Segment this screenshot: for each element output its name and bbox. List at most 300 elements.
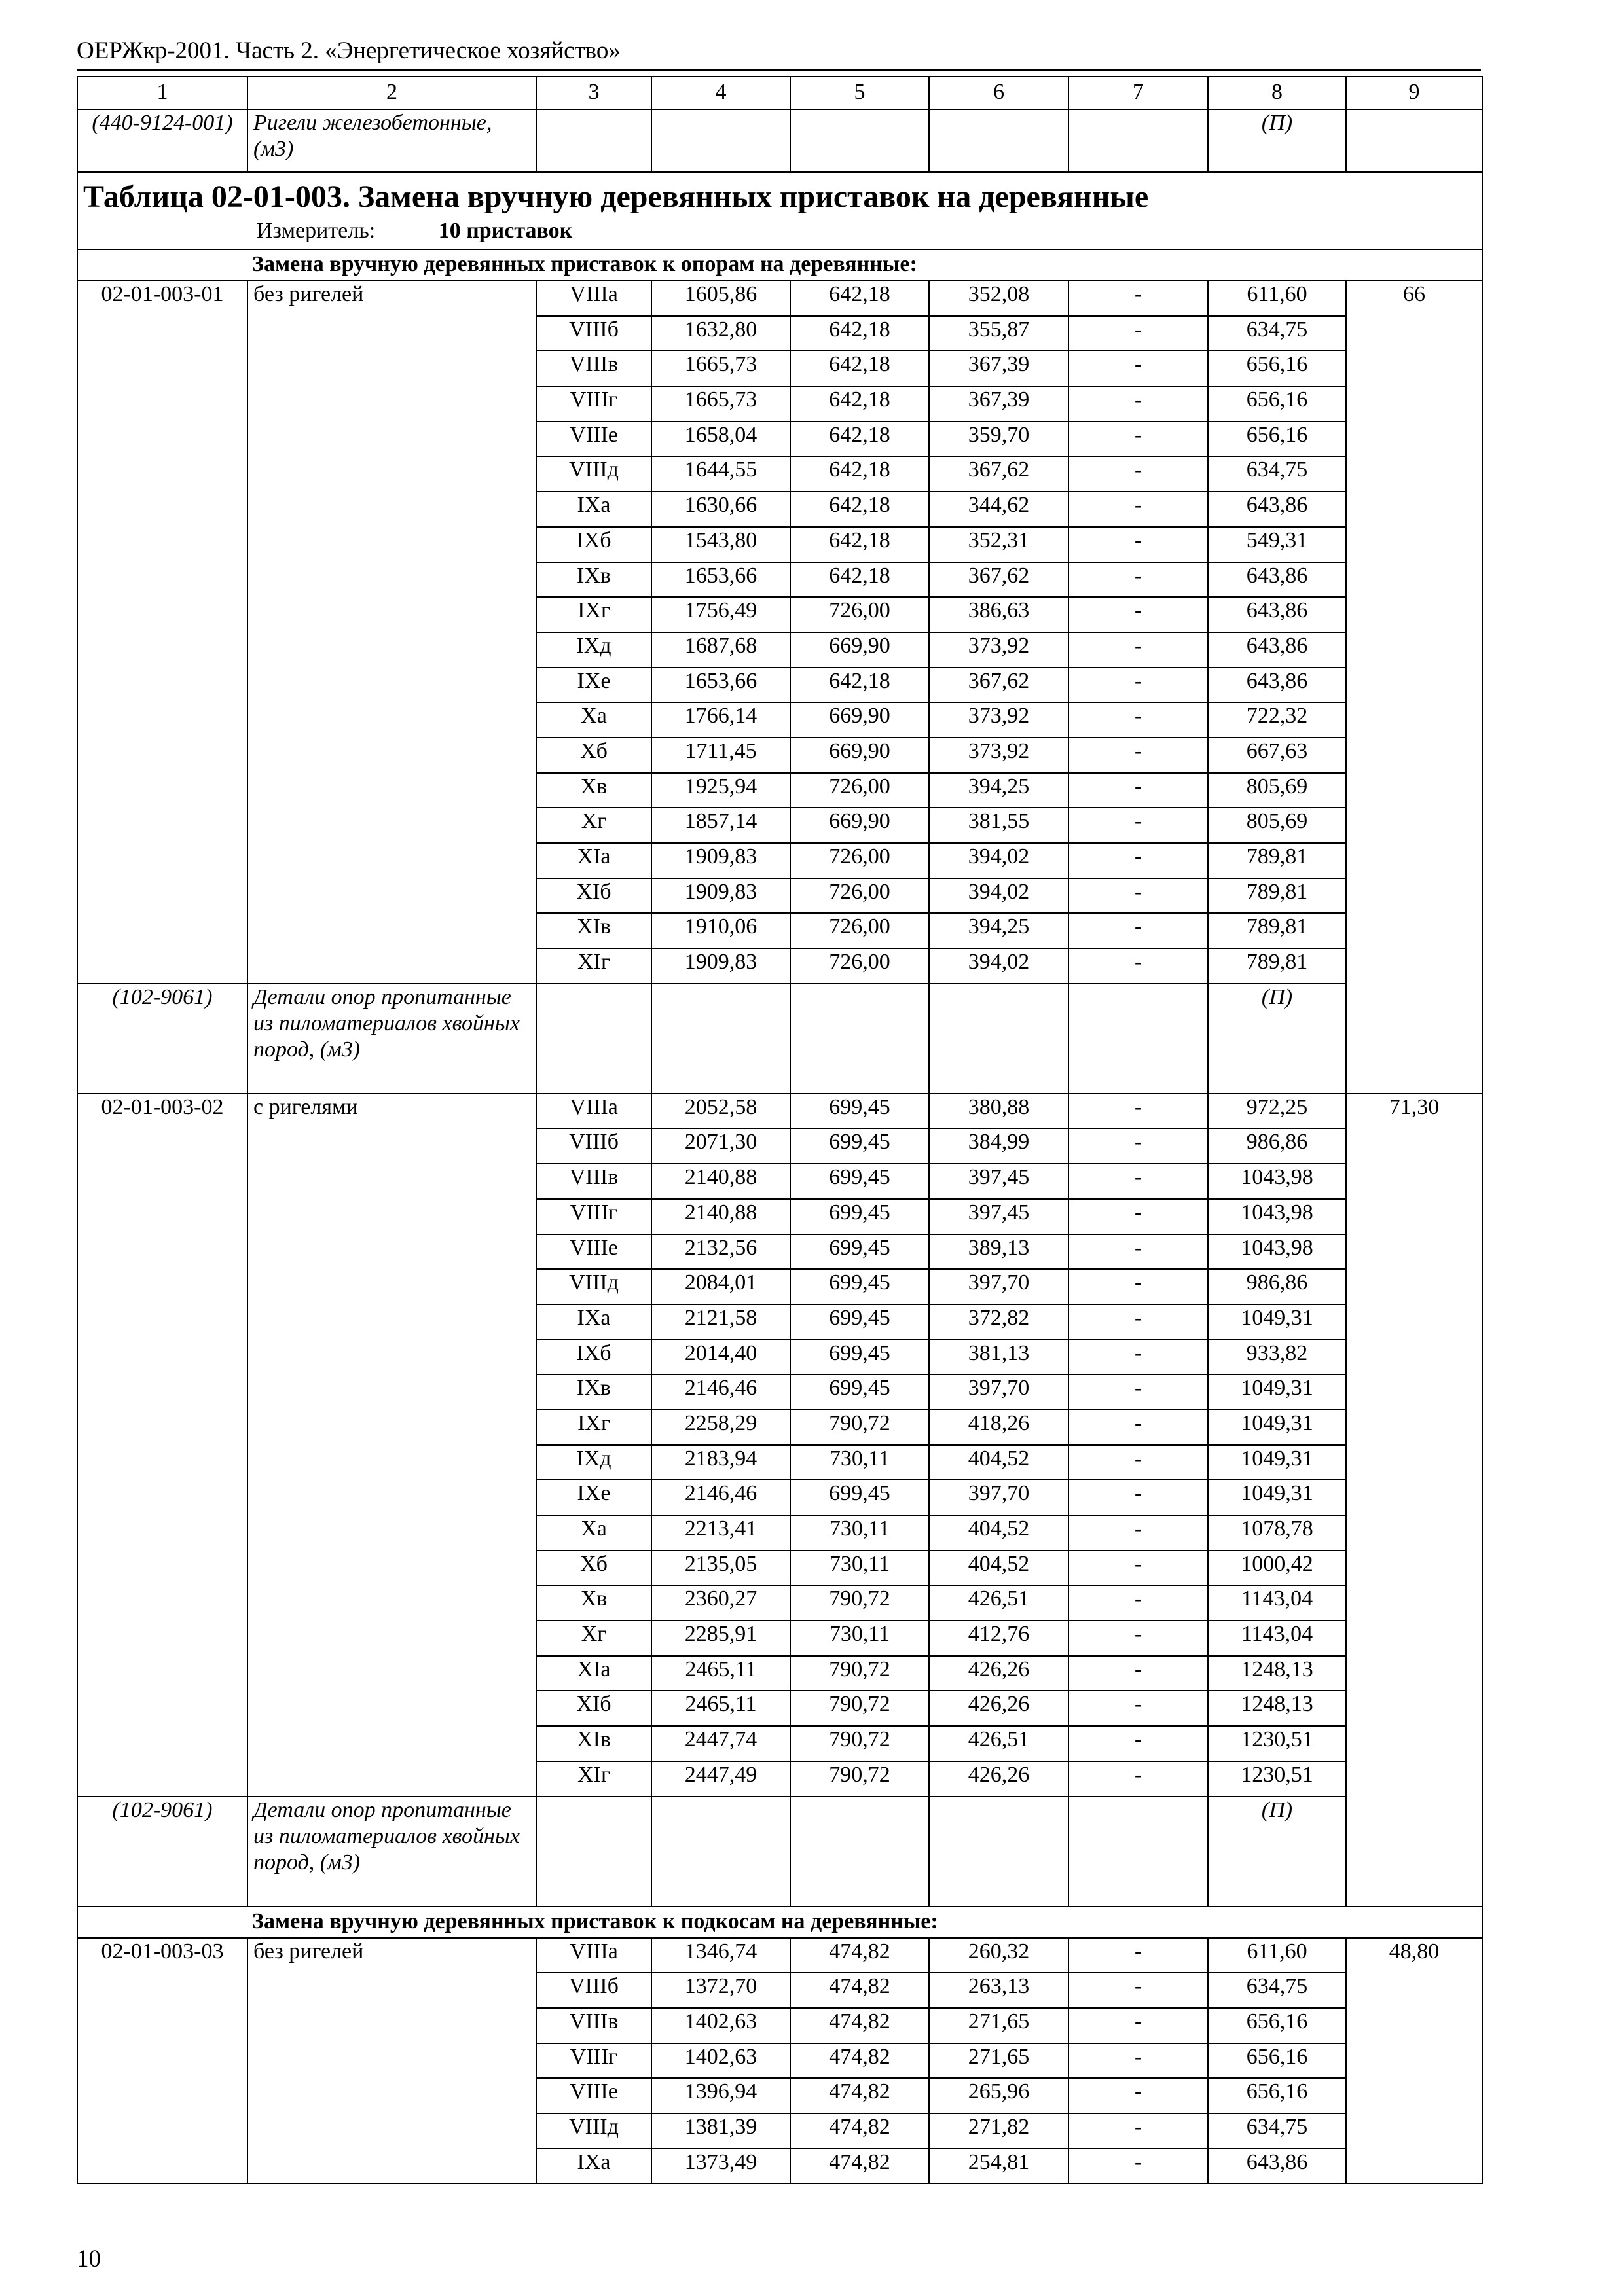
value-cell: 642,18 xyxy=(790,281,929,316)
value-cell: 699,45 xyxy=(790,1199,929,1234)
zone-cell: VIIIe xyxy=(536,422,651,457)
value-cell: 805,69 xyxy=(1208,773,1346,808)
resource-code: (102-9061) xyxy=(77,984,247,1094)
value-cell: - xyxy=(1068,422,1208,457)
value-cell: - xyxy=(1068,1199,1208,1234)
column-number: 9 xyxy=(1346,77,1482,109)
value-cell: 642,18 xyxy=(790,527,929,562)
labor-cost-cell: 71,30 xyxy=(1346,1094,1482,1907)
value-cell: 1910,06 xyxy=(651,913,790,948)
value-cell: 1372,70 xyxy=(651,1973,790,2008)
value-cell: 271,82 xyxy=(929,2113,1068,2149)
value-cell: 1043,98 xyxy=(1208,1199,1346,1234)
value-cell: 1049,31 xyxy=(1208,1480,1346,1515)
value-cell: 404,52 xyxy=(929,1551,1068,1586)
value-cell: - xyxy=(1068,1234,1208,1270)
page-number: 10 xyxy=(77,2246,101,2272)
value-cell: 367,62 xyxy=(929,562,1068,598)
value-cell: - xyxy=(1068,386,1208,422)
value-cell: 372,82 xyxy=(929,1304,1068,1340)
value-cell: 2465,11 xyxy=(651,1656,790,1691)
value-cell: 381,13 xyxy=(929,1340,1068,1375)
value-cell: - xyxy=(1068,316,1208,351)
value-cell: 1049,31 xyxy=(1208,1445,1346,1480)
value-cell: 730,11 xyxy=(790,1621,929,1656)
carryover-row xyxy=(77,109,1482,172)
zone-cell: IXe xyxy=(536,668,651,703)
zone-cell: VIIIг xyxy=(536,2043,651,2079)
value-cell: 611,60 xyxy=(1208,281,1346,316)
value-cell: - xyxy=(1068,2149,1208,2184)
value-cell: 726,00 xyxy=(790,878,929,914)
value-cell: 426,26 xyxy=(929,1656,1068,1691)
value-cell: 384,99 xyxy=(929,1128,1068,1164)
value-cell: 699,45 xyxy=(790,1128,929,1164)
column-number: 1 xyxy=(77,77,247,109)
rate-name: без ригелей xyxy=(247,1938,536,2184)
value-cell: 2140,88 xyxy=(651,1164,790,1199)
value-cell: 367,62 xyxy=(929,456,1068,492)
zone-cell: IXб xyxy=(536,527,651,562)
value-cell: 1402,63 xyxy=(651,2043,790,2079)
value-cell: 789,81 xyxy=(1208,948,1346,984)
value-cell: 1605,86 xyxy=(651,281,790,316)
resource-row xyxy=(77,984,1482,1094)
value-cell: 634,75 xyxy=(1208,1973,1346,2008)
value-cell: - xyxy=(1068,738,1208,773)
value-cell: 726,00 xyxy=(790,773,929,808)
value-cell: 634,75 xyxy=(1208,316,1346,351)
value-cell: 2360,27 xyxy=(651,1585,790,1621)
value-cell: 2052,58 xyxy=(651,1094,790,1129)
meter-label: Измеритель: xyxy=(257,219,376,243)
zone-cell: Xa xyxy=(536,1515,651,1551)
resource-name: Детали опор пропитанные из пиломатериалов хвойных пород, (м3) xyxy=(247,1797,536,1907)
table-row xyxy=(77,281,1482,316)
value-cell: 404,52 xyxy=(929,1515,1068,1551)
rate-code: 02-01-003-03 xyxy=(77,1938,247,2184)
value-cell: - xyxy=(1068,1128,1208,1164)
value-cell: 730,11 xyxy=(790,1445,929,1480)
section-heading: Замена вручную деревянных приставок к подкосам на деревянные: xyxy=(77,1907,1482,1938)
value-cell: 1766,14 xyxy=(651,702,790,738)
value-cell: 789,81 xyxy=(1208,878,1346,914)
value-cell: - xyxy=(1068,281,1208,316)
value-cell: 355,87 xyxy=(929,316,1068,351)
value-cell: 656,16 xyxy=(1208,386,1346,422)
zone-cell: VIIIв xyxy=(536,1164,651,1199)
value-cell: 986,86 xyxy=(1208,1128,1346,1164)
column-number: 2 xyxy=(247,77,536,109)
zone-cell: XIг xyxy=(536,948,651,984)
rate-name: без ригелей xyxy=(247,281,536,984)
column-number: 7 xyxy=(1068,77,1208,109)
value-cell: 373,92 xyxy=(929,738,1068,773)
value-cell: - xyxy=(1068,1938,1208,1973)
zone-cell: XIб xyxy=(536,1691,651,1726)
value-cell: - xyxy=(1068,562,1208,598)
value-cell: 642,18 xyxy=(790,386,929,422)
value-cell: 1248,13 xyxy=(1208,1656,1346,1691)
value-cell: 790,72 xyxy=(790,1585,929,1621)
value-cell: 1043,98 xyxy=(1208,1234,1346,1270)
value-cell: 260,32 xyxy=(929,1938,1068,1973)
value-cell: 1248,13 xyxy=(1208,1691,1346,1726)
value-cell: 1711,45 xyxy=(651,738,790,773)
zone-cell: Xa xyxy=(536,702,651,738)
value-cell: 1909,83 xyxy=(651,948,790,984)
value-cell: 1909,83 xyxy=(651,843,790,878)
value-cell: 1687,68 xyxy=(651,632,790,668)
value-cell: 474,82 xyxy=(790,2078,929,2113)
value-cell: 344,62 xyxy=(929,492,1068,527)
value-cell: 1373,49 xyxy=(651,2149,790,2184)
value-cell: 805,69 xyxy=(1208,808,1346,843)
zone-cell: IXг xyxy=(536,597,651,632)
value-cell: - xyxy=(1068,1410,1208,1445)
value-cell: 1049,31 xyxy=(1208,1304,1346,1340)
value-cell: 426,26 xyxy=(929,1691,1068,1726)
value-cell: 2014,40 xyxy=(651,1340,790,1375)
page-header-title: ОЕРЖкр-2001. Часть 2. «Энергетическое хозяйство» xyxy=(77,37,621,64)
value-cell: 642,18 xyxy=(790,316,929,351)
value-cell: 2447,49 xyxy=(651,1761,790,1797)
value-cell: - xyxy=(1068,1304,1208,1340)
value-cell: 386,63 xyxy=(929,597,1068,632)
rate-code: 02-01-003-02 xyxy=(77,1094,247,1797)
zone-cell: IXa xyxy=(536,2149,651,2184)
value-cell: 397,45 xyxy=(929,1199,1068,1234)
value-cell: 667,63 xyxy=(1208,738,1346,773)
resource-name: Детали опор пропитанные из пиломатериалов хвойных пород, (м3) xyxy=(247,984,536,1094)
table-title-row xyxy=(77,172,1482,249)
value-cell: 397,45 xyxy=(929,1164,1068,1199)
zone-cell: IXд xyxy=(536,1445,651,1480)
value-cell: 2121,58 xyxy=(651,1304,790,1340)
value-cell: 373,92 xyxy=(929,702,1068,738)
value-cell: - xyxy=(1068,1656,1208,1691)
value-cell: 699,45 xyxy=(790,1340,929,1375)
value-cell: 656,16 xyxy=(1208,2078,1346,2113)
value-cell: 426,51 xyxy=(929,1726,1068,1761)
zone-cell: VIIIв xyxy=(536,2008,651,2043)
value-cell: 643,86 xyxy=(1208,562,1346,598)
value-cell: 2146,46 xyxy=(651,1480,790,1515)
value-cell: - xyxy=(1068,773,1208,808)
value-cell: 933,82 xyxy=(1208,1340,1346,1375)
zone-cell: VIIIв xyxy=(536,351,651,386)
zone-cell: IXб xyxy=(536,1340,651,1375)
section-heading-row xyxy=(77,249,1482,281)
resource-col8: (П) xyxy=(1208,984,1346,1094)
value-cell: 394,25 xyxy=(929,913,1068,948)
value-cell: - xyxy=(1068,1973,1208,2008)
value-cell: 699,45 xyxy=(790,1094,929,1129)
zone-cell: IXд xyxy=(536,632,651,668)
zone-cell: VIIIд xyxy=(536,2113,651,2149)
value-cell: 643,86 xyxy=(1208,632,1346,668)
value-cell: - xyxy=(1068,843,1208,878)
value-cell: 790,72 xyxy=(790,1656,929,1691)
zone-cell: IXг xyxy=(536,1410,651,1445)
value-cell: 699,45 xyxy=(790,1269,929,1304)
value-cell: - xyxy=(1068,2008,1208,2043)
value-cell: 1049,31 xyxy=(1208,1410,1346,1445)
value-cell: 722,32 xyxy=(1208,702,1346,738)
value-cell: 359,70 xyxy=(929,422,1068,457)
value-cell: 397,70 xyxy=(929,1480,1068,1515)
value-cell: 986,86 xyxy=(1208,1269,1346,1304)
value-cell: 1665,73 xyxy=(651,386,790,422)
value-cell: 642,18 xyxy=(790,422,929,457)
zone-cell: Xб xyxy=(536,738,651,773)
value-cell: 1632,80 xyxy=(651,316,790,351)
value-cell: - xyxy=(1068,527,1208,562)
value-cell: 643,86 xyxy=(1208,668,1346,703)
value-cell: - xyxy=(1068,1445,1208,1480)
value-cell: 730,11 xyxy=(790,1515,929,1551)
value-cell: 367,39 xyxy=(929,386,1068,422)
column-number: 8 xyxy=(1208,77,1346,109)
value-cell: 2146,46 xyxy=(651,1374,790,1410)
value-cell: 643,86 xyxy=(1208,2149,1346,2184)
value-cell: 634,75 xyxy=(1208,456,1346,492)
column-number: 6 xyxy=(929,77,1068,109)
resource-row xyxy=(77,1797,1482,1907)
value-cell: 669,90 xyxy=(790,738,929,773)
zone-cell: XIб xyxy=(536,878,651,914)
value-cell: 656,16 xyxy=(1208,351,1346,386)
zone-cell: Xг xyxy=(536,1621,651,1656)
value-cell: - xyxy=(1068,948,1208,984)
zone-cell: Xб xyxy=(536,1551,651,1586)
value-cell: - xyxy=(1068,878,1208,914)
value-cell: - xyxy=(1068,351,1208,386)
value-cell: 265,96 xyxy=(929,2078,1068,2113)
value-cell: - xyxy=(1068,597,1208,632)
value-cell: 263,13 xyxy=(929,1973,1068,2008)
value-cell: 380,88 xyxy=(929,1094,1068,1129)
zone-cell: VIIIa xyxy=(536,1094,651,1129)
zone-cell: XIг xyxy=(536,1761,651,1797)
rates-table xyxy=(77,76,1483,2184)
value-cell: 656,16 xyxy=(1208,2043,1346,2079)
value-cell: 426,26 xyxy=(929,1761,1068,1797)
value-cell: 367,62 xyxy=(929,668,1068,703)
zone-cell: IXв xyxy=(536,562,651,598)
value-cell: 1381,39 xyxy=(651,2113,790,2149)
value-cell: 699,45 xyxy=(790,1304,929,1340)
value-cell: 2132,56 xyxy=(651,1234,790,1270)
value-cell: 1857,14 xyxy=(651,808,790,843)
value-cell: - xyxy=(1068,2078,1208,2113)
zone-cell: IXe xyxy=(536,1480,651,1515)
value-cell: - xyxy=(1068,668,1208,703)
column-number-row xyxy=(77,77,1482,109)
zone-cell: VIIIд xyxy=(536,1269,651,1304)
zone-cell: XIв xyxy=(536,1726,651,1761)
value-cell: 373,92 xyxy=(929,632,1068,668)
section-heading-row xyxy=(77,1907,1482,1938)
value-cell: 789,81 xyxy=(1208,913,1346,948)
value-cell: 1909,83 xyxy=(651,878,790,914)
value-cell: 972,25 xyxy=(1208,1094,1346,1129)
value-cell: - xyxy=(1068,492,1208,527)
value-cell: - xyxy=(1068,2113,1208,2149)
value-cell: 549,31 xyxy=(1208,527,1346,562)
value-cell: 271,65 xyxy=(929,2008,1068,2043)
value-cell: 699,45 xyxy=(790,1374,929,1410)
value-cell: 2213,41 xyxy=(651,1515,790,1551)
zone-cell: VIIIe xyxy=(536,2078,651,2113)
zone-cell: VIIIa xyxy=(536,1938,651,1973)
carryover-name: Ригели железобетонные, (м3) xyxy=(247,109,536,172)
value-cell: 656,16 xyxy=(1208,2008,1346,2043)
value-cell: - xyxy=(1068,1374,1208,1410)
value-cell: 394,25 xyxy=(929,773,1068,808)
value-cell: 1230,51 xyxy=(1208,1726,1346,1761)
value-cell: 474,82 xyxy=(790,1938,929,1973)
value-cell: 2465,11 xyxy=(651,1691,790,1726)
rates-table-body xyxy=(77,77,1482,2183)
value-cell: 2135,05 xyxy=(651,1551,790,1586)
value-cell: 397,70 xyxy=(929,1269,1068,1304)
value-cell: 1346,74 xyxy=(651,1938,790,1973)
value-cell: 642,18 xyxy=(790,351,929,386)
value-cell: 1143,04 xyxy=(1208,1585,1346,1621)
value-cell: 474,82 xyxy=(790,1973,929,2008)
value-cell: 412,76 xyxy=(929,1621,1068,1656)
value-cell: 656,16 xyxy=(1208,422,1346,457)
zone-cell: VIIIб xyxy=(536,1128,651,1164)
zone-cell: Xв xyxy=(536,1585,651,1621)
value-cell: 389,13 xyxy=(929,1234,1068,1270)
resource-code: (102-9061) xyxy=(77,1797,247,1907)
value-cell: 1049,31 xyxy=(1208,1374,1346,1410)
rate-code: 02-01-003-01 xyxy=(77,281,247,984)
zone-cell: XIa xyxy=(536,1656,651,1691)
value-cell: - xyxy=(1068,702,1208,738)
value-cell: 669,90 xyxy=(790,808,929,843)
value-cell: - xyxy=(1068,1515,1208,1551)
zone-cell: VIIIб xyxy=(536,1973,651,2008)
value-cell: 790,72 xyxy=(790,1761,929,1797)
value-cell: 790,72 xyxy=(790,1410,929,1445)
resource-col8: (П) xyxy=(1208,1797,1346,1907)
zone-cell: XIв xyxy=(536,913,651,948)
value-cell: 1543,80 xyxy=(651,527,790,562)
zone-cell: VIIIд xyxy=(536,456,651,492)
value-cell: 699,45 xyxy=(790,1480,929,1515)
value-cell: 1078,78 xyxy=(1208,1515,1346,1551)
rate-name: с ригелями xyxy=(247,1094,536,1797)
value-cell: 790,72 xyxy=(790,1726,929,1761)
value-cell: 352,31 xyxy=(929,527,1068,562)
value-cell: 1925,94 xyxy=(651,773,790,808)
value-cell: 474,82 xyxy=(790,2149,929,2184)
value-cell: 1630,66 xyxy=(651,492,790,527)
value-cell: 254,81 xyxy=(929,2149,1068,2184)
zone-cell: Xг xyxy=(536,808,651,843)
value-cell: 789,81 xyxy=(1208,843,1346,878)
value-cell: - xyxy=(1068,1340,1208,1375)
value-cell: 669,90 xyxy=(790,632,929,668)
value-cell: 726,00 xyxy=(790,843,929,878)
carryover-col8: (П) xyxy=(1208,109,1346,172)
value-cell: 2447,74 xyxy=(651,1726,790,1761)
value-cell: 2071,30 xyxy=(651,1128,790,1164)
value-cell: 643,86 xyxy=(1208,492,1346,527)
value-cell: 1658,04 xyxy=(651,422,790,457)
value-cell: 394,02 xyxy=(929,948,1068,984)
value-cell: - xyxy=(1068,1726,1208,1761)
value-cell: 634,75 xyxy=(1208,2113,1346,2149)
value-cell: - xyxy=(1068,913,1208,948)
column-number: 3 xyxy=(536,77,651,109)
value-cell: 699,45 xyxy=(790,1164,929,1199)
value-cell: 2285,91 xyxy=(651,1621,790,1656)
zone-cell: IXa xyxy=(536,492,651,527)
value-cell: - xyxy=(1068,1761,1208,1797)
value-cell: - xyxy=(1068,808,1208,843)
value-cell: 611,60 xyxy=(1208,1938,1346,1973)
value-cell: 1756,49 xyxy=(651,597,790,632)
zone-cell: VIIIa xyxy=(536,281,651,316)
section-heading: Замена вручную деревянных приставок к опорам на деревянные: xyxy=(77,249,1482,281)
value-cell: 2140,88 xyxy=(651,1199,790,1234)
value-cell: 1665,73 xyxy=(651,351,790,386)
value-cell: 2084,01 xyxy=(651,1269,790,1304)
value-cell: 790,72 xyxy=(790,1691,929,1726)
zone-cell: XIa xyxy=(536,843,651,878)
value-cell: - xyxy=(1068,1691,1208,1726)
value-cell: 1653,66 xyxy=(651,562,790,598)
zone-cell: VIIIг xyxy=(536,1199,651,1234)
zone-cell: Xв xyxy=(536,773,651,808)
zone-cell: VIIIe xyxy=(536,1234,651,1270)
table-row xyxy=(77,1094,1482,1129)
value-cell: 394,02 xyxy=(929,843,1068,878)
zone-cell: IXв xyxy=(536,1374,651,1410)
labor-cost-cell: 48,80 xyxy=(1346,1938,1482,2184)
value-cell: 1000,42 xyxy=(1208,1551,1346,1586)
value-cell: - xyxy=(1068,2043,1208,2079)
value-cell: 669,90 xyxy=(790,702,929,738)
value-cell: 642,18 xyxy=(790,492,929,527)
value-cell: 418,26 xyxy=(929,1410,1068,1445)
value-cell: 367,39 xyxy=(929,351,1068,386)
value-cell: 699,45 xyxy=(790,1234,929,1270)
value-cell: 643,86 xyxy=(1208,597,1346,632)
table-title: Таблица 02-01-003. Замена вручную деревянных приставок на деревянные xyxy=(83,179,1149,214)
value-cell: 426,51 xyxy=(929,1585,1068,1621)
labor-cost-cell: 66 xyxy=(1346,281,1482,1094)
value-cell: 1230,51 xyxy=(1208,1761,1346,1797)
value-cell: - xyxy=(1068,1551,1208,1586)
value-cell: 726,00 xyxy=(790,948,929,984)
column-number: 4 xyxy=(651,77,790,109)
value-cell: 381,55 xyxy=(929,808,1068,843)
zone-cell: IXa xyxy=(536,1304,651,1340)
value-cell: 1402,63 xyxy=(651,2008,790,2043)
carryover-code: (440-9124-001) xyxy=(77,109,247,172)
value-cell: - xyxy=(1068,1585,1208,1621)
value-cell: - xyxy=(1068,1164,1208,1199)
value-cell: 1653,66 xyxy=(651,668,790,703)
value-cell: 730,11 xyxy=(790,1551,929,1586)
value-cell: - xyxy=(1068,1269,1208,1304)
value-cell: 352,08 xyxy=(929,281,1068,316)
